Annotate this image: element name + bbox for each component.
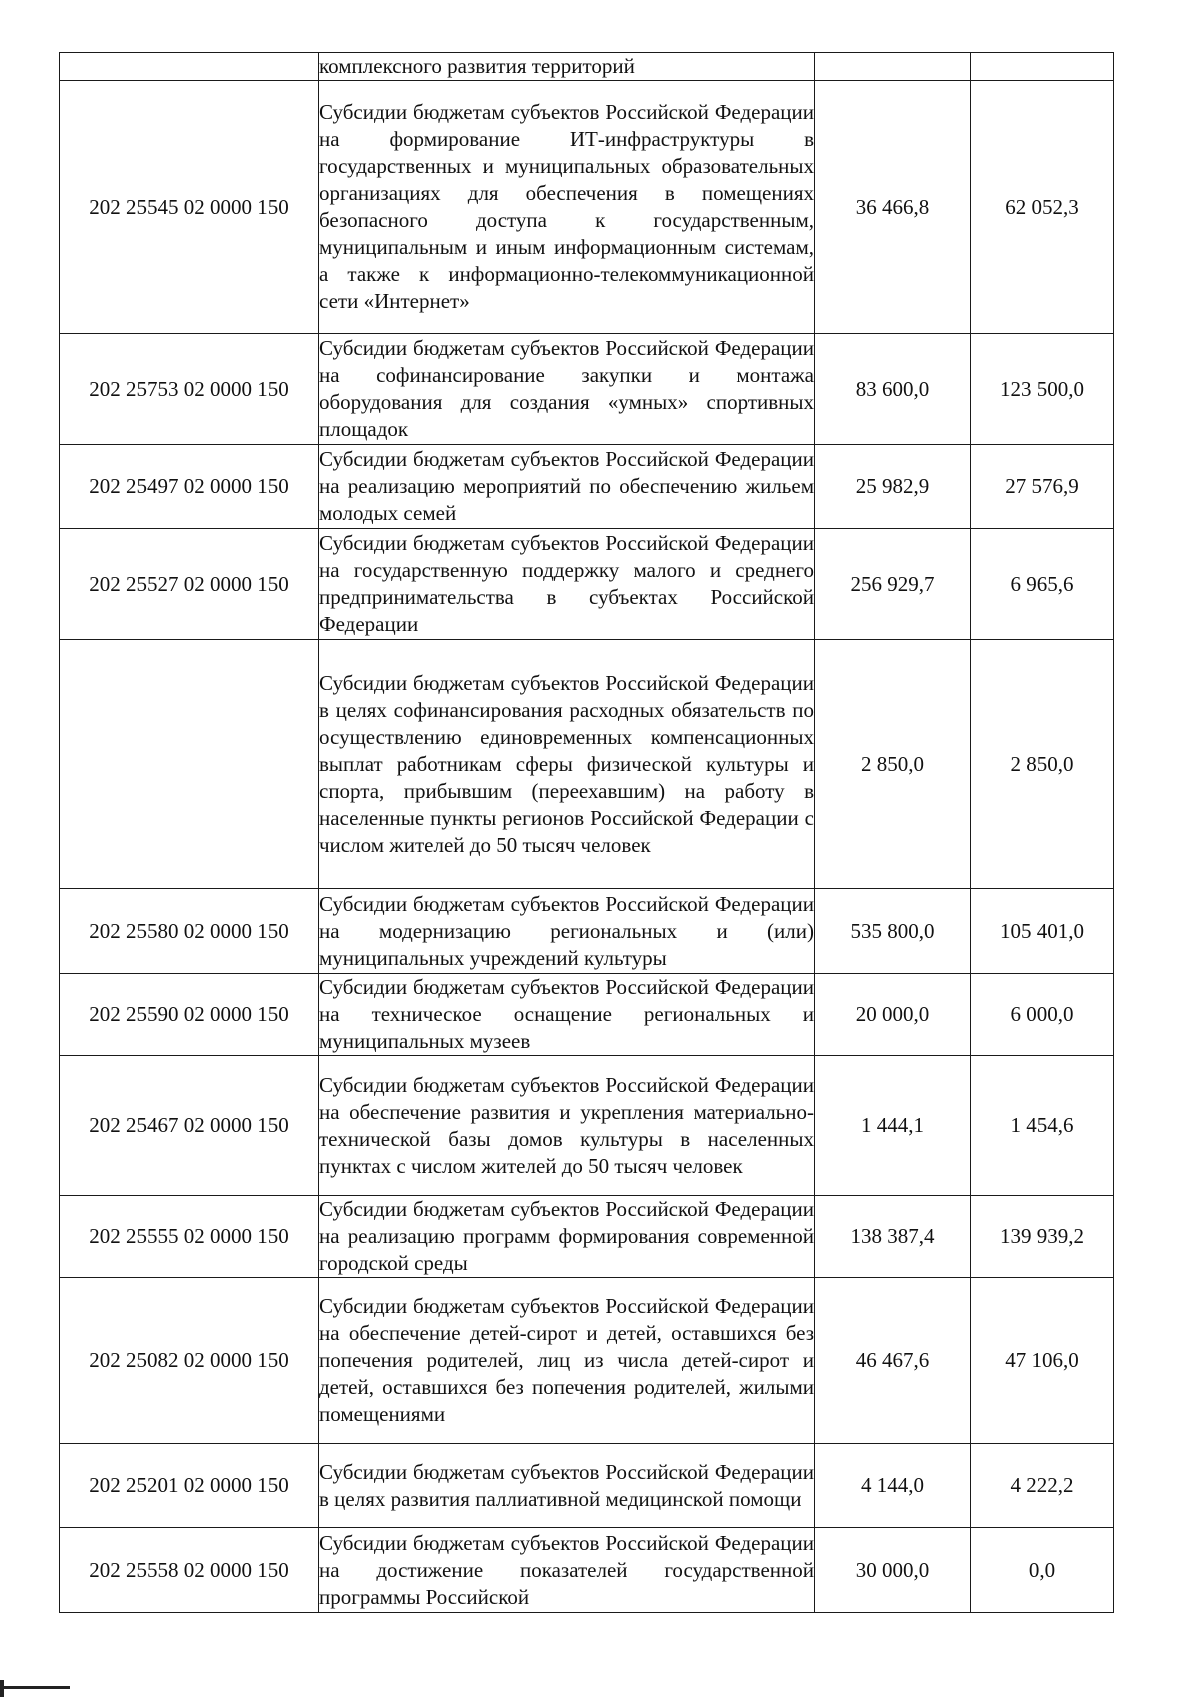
row-code: 202 25753 02 0000 150 [60, 334, 319, 445]
row-description: Субсидии бюджетам субъектов Российской Федерации на модернизацию региональных и (или) муниципальных учреждений культуры [319, 889, 815, 974]
row-code: 202 25527 02 0000 150 [60, 529, 319, 640]
row-description: Субсидии бюджетам субъектов Российской Федерации в целях развития паллиативной медицинской помощи [319, 1444, 815, 1528]
row-code: 202 25497 02 0000 150 [60, 445, 319, 529]
row-description: Субсидии бюджетам субъектов Российской Федерации на техническое оснащение региональных и муниципальных музеев [319, 974, 815, 1056]
row-code: 202 25082 02 0000 150 [60, 1278, 319, 1444]
row-value-2: 123 500,0 [971, 334, 1114, 445]
row-description: Субсидии бюджетам субъектов Российской Федерации в целях софинансирования расходных обязательств по осуществлению единовременных компенсационных выплат работникам сферы физической культуры и спорта, прибывшим (переехавшим) на работу в населенные пункты регионов Российской Федерации с числом жителей до 50 тысяч человек [319, 640, 815, 889]
table-row [60, 1528, 1114, 1613]
row-description: Субсидии бюджетам субъектов Российской Федерации на обеспечение детей-сирот и детей, оставшихся без попечения родителей, лиц из числа детей-сирот и детей, оставшихся без попечения родителей, жилыми помещениями [319, 1278, 815, 1444]
row-value-2: 4 222,2 [971, 1444, 1114, 1528]
row-description: Субсидии бюджетам субъектов Российской Федерации на достижение показателей государственной программы Российской [319, 1528, 815, 1613]
row-value-1: 46 467,6 [815, 1278, 971, 1444]
row-value-2: 62 052,3 [971, 81, 1114, 334]
row-value-2: 6 000,0 [971, 974, 1114, 1056]
row-code: 202 25201 02 0000 150 [60, 1444, 319, 1528]
row-description: Субсидии бюджетам субъектов Российской Федерации на реализацию мероприятий по обеспечению жильем молодых семей [319, 445, 815, 529]
row-value-1: 256 929,7 [815, 529, 971, 640]
row-description: Субсидии бюджетам субъектов Российской Федерации на обеспечение развития и укрепления материально-технической базы домов культуры в населенных пунктах с числом жителей до 50 тысяч человек [319, 1056, 815, 1196]
table-row [60, 1056, 1114, 1196]
row-value-1: 36 466,8 [815, 81, 971, 334]
table-row [60, 529, 1114, 640]
row-value-2: 27 576,9 [971, 445, 1114, 529]
row-description: Субсидии бюджетам субъектов Российской Федерации на реализацию программ формирования современной городской среды [319, 1196, 815, 1278]
table-row [60, 53, 1114, 81]
row-description: Субсидии бюджетам субъектов Российской Федерации на софинансирование закупки и монтажа оборудования для создания «умных» спортивных площадок [319, 334, 815, 445]
row-value-2: 139 939,2 [971, 1196, 1114, 1278]
row-code: 202 25580 02 0000 150 [60, 889, 319, 974]
row-value-1: 20 000,0 [815, 974, 971, 1056]
table-row [60, 1444, 1114, 1528]
row-value-1: 535 800,0 [815, 889, 971, 974]
row-value-1: 138 387,4 [815, 1196, 971, 1278]
row-value-2: 0,0 [971, 1528, 1114, 1613]
row-value-2: 2 850,0 [971, 640, 1114, 889]
row-value-1: 2 850,0 [815, 640, 971, 889]
table-row [60, 445, 1114, 529]
row-value-1: 1 444,1 [815, 1056, 971, 1196]
row-description: Субсидии бюджетам субъектов Российской Федерации на государственную поддержку малого и среднего предпринимательства в субъектах Российской Федерации [319, 529, 815, 640]
row-code [60, 53, 319, 81]
row-code: 202 25467 02 0000 150 [60, 1056, 319, 1196]
row-code: 202 25545 02 0000 150 [60, 81, 319, 334]
row-value-1: 30 000,0 [815, 1528, 971, 1613]
table-row [60, 889, 1114, 974]
row-code [60, 640, 319, 889]
table-row [60, 1196, 1114, 1278]
row-code: 202 25558 02 0000 150 [60, 1528, 319, 1613]
budget-table [59, 52, 1114, 1613]
row-value-2 [971, 53, 1114, 81]
table-row [60, 334, 1114, 445]
row-code: 202 25590 02 0000 150 [60, 974, 319, 1056]
scan-edge-mark [0, 1680, 4, 1697]
row-value-1 [815, 53, 971, 81]
row-value-2: 105 401,0 [971, 889, 1114, 974]
row-value-2: 47 106,0 [971, 1278, 1114, 1444]
scan-edge-mark [0, 1686, 70, 1689]
table-row [60, 640, 1114, 889]
row-value-1: 4 144,0 [815, 1444, 971, 1528]
table-row [60, 974, 1114, 1056]
row-value-1: 25 982,9 [815, 445, 971, 529]
row-value-2: 1 454,6 [971, 1056, 1114, 1196]
table-row [60, 1278, 1114, 1444]
row-code: 202 25555 02 0000 150 [60, 1196, 319, 1278]
row-value-1: 83 600,0 [815, 334, 971, 445]
table-row [60, 81, 1114, 334]
row-description: Субсидии бюджетам субъектов Российской Федерации на формирование ИТ-инфраструктуры в государственных и муниципальных образовательных организациях для обеспечения в помещениях безопасного доступа к государственным, муниципальным и иным информационным системам, а также к информационно-телекоммуникационной сети «Интернет» [319, 81, 815, 334]
row-description: комплексного развития территорий [319, 53, 815, 81]
row-value-2: 6 965,6 [971, 529, 1114, 640]
